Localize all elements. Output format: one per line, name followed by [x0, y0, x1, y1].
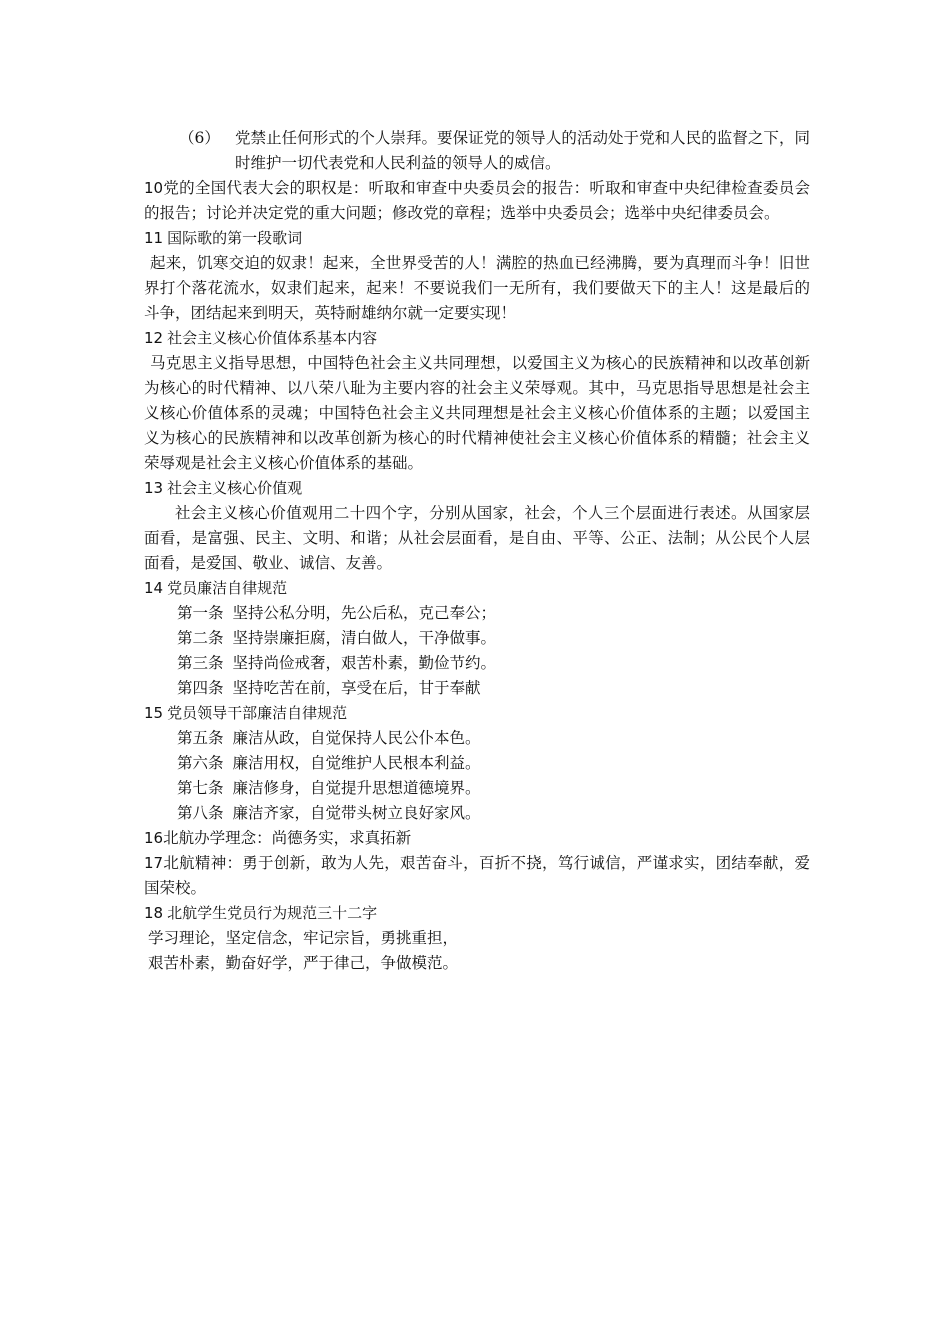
rule-label: 第八条	[177, 804, 224, 822]
rule-label: 第三条	[177, 654, 224, 672]
section-14-heading	[144, 576, 810, 601]
rule-text: 坚持崇廉拒腐，清白做人，干净做事。	[232, 629, 497, 647]
section-number: 11	[144, 229, 164, 247]
section-title: 北航学生党员行为规范三十二字	[167, 904, 378, 922]
rule-label: 第二条	[177, 629, 224, 647]
section-text: 党的全国代表大会的职权是：听取和审查中央委员会的报告：听取和审查中央纪律检查委员会的报告；讨论并决定党的重大问题；修改党的章程；选举中央委员会；选举中央纪律委员会。	[144, 179, 810, 222]
rule-item	[144, 726, 810, 751]
motto-line: 学习理论，坚定信念，牢记宗旨，勇挑重担，	[148, 929, 459, 947]
section-15-heading	[144, 701, 810, 726]
list-item-number: （6）	[179, 129, 220, 147]
rule-text: 廉洁修身，自觉提升思想道德境界。	[232, 779, 481, 797]
rule-text: 坚持吃苦在前，享受在后，甘于奉献	[232, 679, 481, 697]
rule-item	[144, 676, 810, 701]
list-item-6	[144, 126, 810, 176]
section-10	[144, 176, 810, 226]
rule-item	[144, 751, 810, 776]
section-11-body: 起来，饥寒交迫的奴隶！起来，全世界受苦的人！满腔的热血已经沸腾，要为真理而斗争！旧世界打个落花流水，奴隶们起来，起来！不要说我们一无所有，我们要做天下的主人！这是最后的斗争，团结起来到明天，英特耐雄纳尔就一定要实现！	[144, 254, 810, 322]
rule-item	[144, 651, 810, 676]
rule-text: 廉洁齐家，自觉带头树立良好家风。	[232, 804, 481, 822]
section-number: 16	[144, 829, 164, 847]
rule-text: 坚持尚俭戒奢，艰苦朴素，勤俭节约。	[232, 654, 497, 672]
section-12-heading	[144, 326, 810, 351]
section-title: 国际歌的第一段歌词	[167, 229, 303, 247]
section-title: 党员领导干部廉洁自律规范	[167, 704, 348, 722]
rule-item	[144, 601, 810, 626]
section-17	[144, 851, 810, 901]
rule-label: 第四条	[177, 679, 224, 697]
section-text: 北航办学理念：尚德务实，求真拓新	[163, 829, 412, 847]
rule-text: 廉洁从政，自觉保持人民公仆本色。	[232, 729, 481, 747]
section-title: 社会主义核心价值体系基本内容	[167, 329, 378, 347]
rule-label: 第一条	[177, 604, 224, 622]
section-number: 17	[144, 854, 164, 872]
section-18-heading	[144, 901, 810, 926]
section-13-body: 社会主义核心价值观用二十四个字，分别从国家，社会，个人三个层面进行表述。从国家层面看，是富强、民主、文明、和谐；从社会层面看，是自由、平等、公正、法制；从公民个人层面看，是爱国、敬业、诚信、友善。	[144, 504, 810, 572]
rule-label: 第七条	[177, 779, 224, 797]
section-number: 18	[144, 904, 164, 922]
section-number: 14	[144, 579, 164, 597]
list-item-text: 党禁止任何形式的个人崇拜。要保证党的领导人的活动处于党和人民的监督之下，同时维护一切代表党和人民利益的领导人的威信。	[235, 129, 810, 172]
section-number: 12	[144, 329, 164, 347]
section-number: 15	[144, 704, 164, 722]
section-title: 社会主义核心价值观	[167, 479, 303, 497]
section-11-heading	[144, 226, 810, 251]
section-title: 党员廉洁自律规范	[167, 579, 288, 597]
rule-label: 第六条	[177, 754, 224, 772]
document-body	[144, 126, 810, 976]
motto-line: 艰苦朴素，勤奋好学，严于律己，争做模范。	[148, 954, 459, 972]
rule-item	[144, 801, 810, 826]
section-12-body: 马克思主义指导思想，中国特色社会主义共同理想，以爱国主义为核心的民族精神和以改革创新为核心的时代精神、以八荣八耻为主要内容的社会主义荣辱观。其中，马克思指导思想是社会主义核心价值体系的灵魂；中国特色社会主义共同理想是社会主义核心价值体系的主题；以爱国主义为核心的民族精神和以改革创新为核心的时代精神使社会主义核心价值体系的精髓；社会主义荣辱观是社会主义核心价值体系的基础。	[144, 354, 810, 472]
rule-text: 坚持公私分明，先公后私，克己奉公；	[232, 604, 497, 622]
section-13-heading	[144, 476, 810, 501]
rule-label: 第五条	[177, 729, 224, 747]
section-number: 13	[144, 479, 164, 497]
section-text: 北航精神：勇于创新，敢为人先，艰苦奋斗，百折不挠，笃行诚信，严谨求实，团结奉献，爱国荣校。	[144, 854, 810, 897]
rule-text: 廉洁用权，自觉维护人民根本利益。	[232, 754, 481, 772]
rule-item	[144, 626, 810, 651]
section-number: 10	[144, 179, 164, 197]
rule-item	[144, 776, 810, 801]
section-16	[144, 826, 810, 851]
